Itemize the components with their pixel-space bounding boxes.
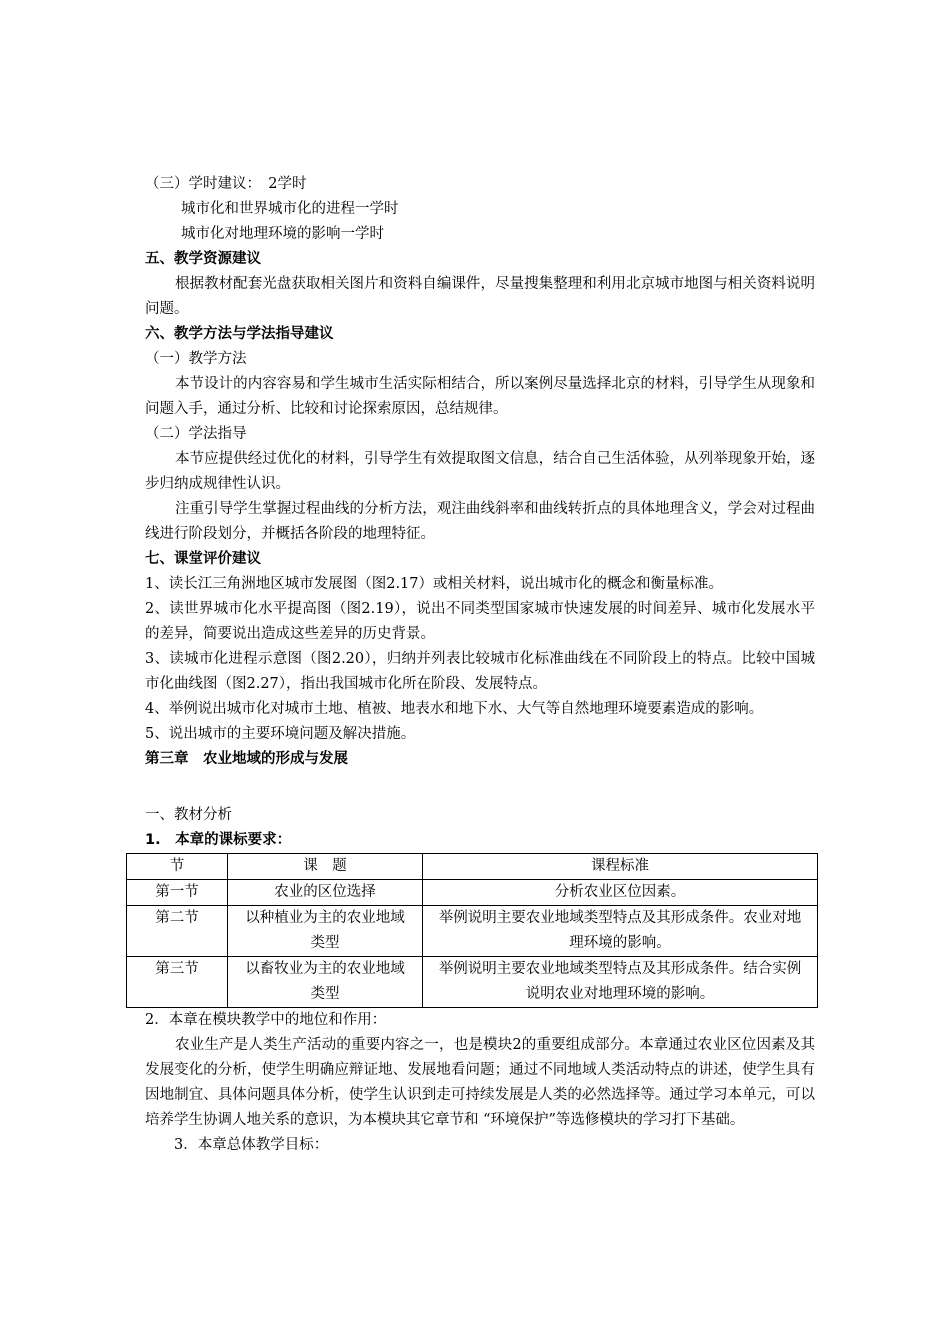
section-5-paragraph: 根据教材配套光盘获取相关图片和资料自编课件，尽量搜集整理和利用北京城市地图与相关资料说明问题。 xyxy=(145,276,815,317)
chapter-3-title: 第三章 农业地域的形成与发展 xyxy=(145,751,348,767)
table-header-row xyxy=(127,854,818,880)
document-page xyxy=(145,172,815,1158)
cell-section: 第一节 xyxy=(127,880,228,906)
header-standard: 课程标准 xyxy=(423,854,818,880)
section-5-heading: 五、教学资源建议 xyxy=(145,251,261,267)
cell-standard: 举例说明主要农业地域类型特点及其形成条件。结合实例说明农业对地理环境的影响。 xyxy=(423,957,818,1008)
cell-section: 第三节 xyxy=(127,957,228,1008)
table-row xyxy=(127,957,818,1008)
curriculum-requirements-heading: 1. 本章的课标要求： xyxy=(145,832,292,848)
header-topic: 课 题 xyxy=(228,854,423,880)
study-method-paragraph-1: 本节应提供经过优化的材料，引导学生有效提取图文信息，结合自己生活体验，从列举现象开始，逐步归纳成规律性认识。 xyxy=(145,451,815,492)
section-6-heading: 六、教学方法与学法指导建议 xyxy=(145,326,334,342)
evaluation-item-5: 5、说出城市的主要环境问题及解决措施。 xyxy=(145,726,416,742)
hours-heading: （三）学时建议： 2学时 xyxy=(145,176,307,192)
study-method-paragraph-2: 注重引导学生掌握过程曲线的分析方法，观注曲线斜率和曲线转折点的具体地理含义，学会对过程曲线进行阶段划分，并概括各阶段的地理特征。 xyxy=(145,501,815,542)
hours-item-2: 城市化对地理环境的影响一学时 xyxy=(181,226,384,242)
teaching-method-heading: （一）教学方法 xyxy=(145,351,247,367)
role-paragraph: 农业生产是人类生产活动的重要内容之一，也是模块2的重要组成部分。本章通过农业区位因素及其发展变化的分析，使学生明确应辩证地、发展地看问题；通过不同地域人类活动特点的讲述，使学生具有因地制宜、具体问题具体分析，使学生认识到走可持续发展是人类的必然选择等。通过学习本单元，可以培养学生协调人地关系的意识，为本模块其它章节和 “环境保护”等选修模块的学习打下基础。 xyxy=(145,1037,815,1128)
curriculum-table xyxy=(126,853,818,1008)
cell-standard: 分析农业区位因素。 xyxy=(423,880,818,906)
teaching-method-paragraph: 本节设计的内容容易和学生城市生活实际相结合，所以案例尽量选择北京的材料，引导学生从现象和问题入手，通过分析、比较和讨论探索原因，总结规律。 xyxy=(145,376,815,417)
study-method-heading: （二）学法指导 xyxy=(145,426,247,442)
table-row xyxy=(127,906,818,957)
evaluation-item-2: 2、读世界城市化水平提高图（图2.19），说出不同类型国家城市快速发展的时间差异、城市化发展水平的差异，简要说出造成这些差异的历史背景。 xyxy=(145,601,815,642)
evaluation-item-4: 4、举例说出城市化对城市土地、植被、地表水和地下水、大气等自然地理环境要素造成的影响。 xyxy=(145,701,764,717)
evaluation-item-1: 1、读长江三角洲地区城市发展图（图2.17）或相关材料，说出城市化的概念和衡量标准。 xyxy=(145,576,724,592)
cell-topic: 以种植业为主的农业地域类型 xyxy=(228,906,423,957)
evaluation-item-3: 3、读城市化进程示意图（图2.20），归纳并列表比较城市化标准曲线在不同阶段上的特点。比较中国城市化曲线图（图2.27），指出我国城市化所在阶段、发展特点。 xyxy=(145,651,815,692)
header-section: 节 xyxy=(127,854,228,880)
hours-item-1: 城市化和世界城市化的进程一学时 xyxy=(181,201,399,217)
table-row xyxy=(127,880,818,906)
cell-standard: 举例说明主要农业地域类型特点及其形成条件。农业对地理环境的影响。 xyxy=(423,906,818,957)
goals-heading: 3．本章总体教学目标： xyxy=(174,1137,329,1153)
textbook-analysis-heading: 一、教材分析 xyxy=(145,807,232,823)
cell-topic: 以畜牧业为主的农业地域类型 xyxy=(228,957,423,1008)
role-heading: 2．本章在模块教学中的地位和作用： xyxy=(145,1012,387,1028)
cell-topic: 农业的区位选择 xyxy=(228,880,423,906)
section-7-heading: 七、课堂评价建议 xyxy=(145,551,261,567)
cell-section: 第二节 xyxy=(127,906,228,957)
